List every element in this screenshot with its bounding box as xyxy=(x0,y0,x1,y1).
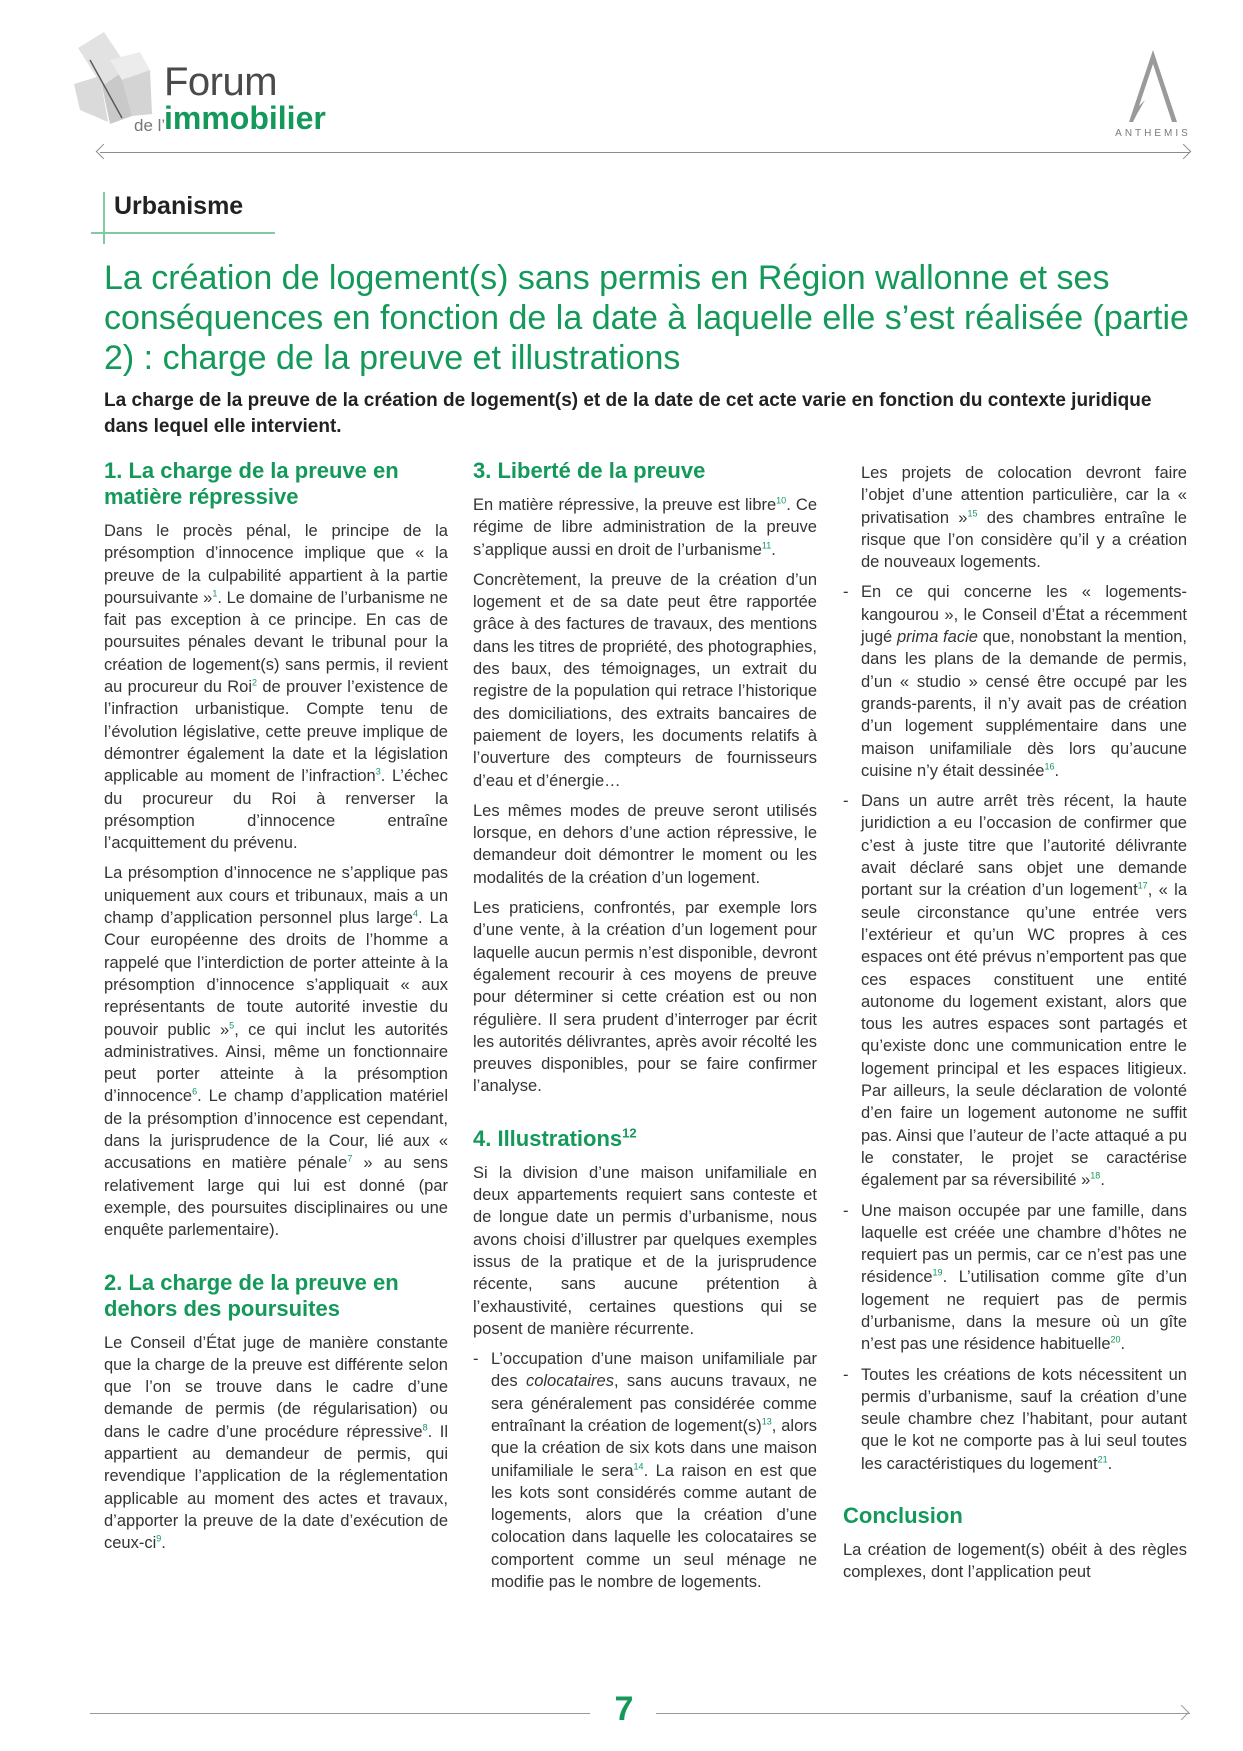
dash-bullet: - xyxy=(843,1365,849,1384)
section-tag-underline xyxy=(91,232,275,234)
dash-bullet: - xyxy=(473,1350,479,1369)
anthemis-a-icon xyxy=(1125,48,1181,124)
section-2-heading: 2. La charge de la preuve en dehors des poursuites xyxy=(104,1269,399,1321)
paragraph: La présomption d’innocence ne s’applique pas uniquement aux cours et tribunaux, mais a un champ d’application personnel plus large$^4$. La Cour européenne des droits de l’homme a rappelé que l’interdiction de porter atteinte à la présomption d’innocence s’appliquait « aux représentants de toute autorité investie du pouvoir public »$^5$, ce qui inclut les autorités administratives. Ainsi, même un fonctionnaire peut porter atteinte à la présomption d’innocence$^6$. Le champ d’application matériel de la présomption d’innocence est cependant, dans la jurisprudence de la Cour, lié aux « accusations en matière pénale$^7$ » au sens relativement large qui lui est donné (par exemple, des poursuites disciplinaires ou une enquête parlementaire). xyxy=(104,864,448,1240)
column-2 xyxy=(473,458,817,1601)
footnote-ref[interactable]: 11 xyxy=(761,540,772,551)
dash-bullet: - xyxy=(843,792,849,811)
footnote-ref[interactable]: 21 xyxy=(1097,1454,1108,1465)
paragraph: Les mêmes modes de preuve seront utilisés lorsque, en dehors d’une action répressive, le demandeur doit démontrer le moment ou les modalités de la création d’un logement. xyxy=(473,801,817,887)
footnote-ref[interactable]: 3 xyxy=(375,766,381,777)
publisher-logo xyxy=(1110,48,1196,148)
forum-immobilier-logo xyxy=(60,24,360,144)
footnote-ref[interactable]: 15 xyxy=(967,508,978,519)
dash-bullet: - xyxy=(843,583,849,602)
section-tag-mark xyxy=(103,192,105,244)
footnote-ref[interactable]: 14 xyxy=(633,1461,644,1472)
conclusion-heading: Conclusion xyxy=(843,1503,963,1529)
footnote-ref[interactable]: 4 xyxy=(412,908,418,919)
paragraph: Dans le procès pénal, le principe de la présomption d’innocence implique que « la preuve de la culpabilité appartient à la partie poursuivante »$^1$. Le domaine de l’urbanisme ne fait pas exception à ce principe. En cas de poursuites pénales devant le tribunal pour la création de logement(s) sans permis, il revient au procureur du Roi$^2$ de prouver l’existence de l’infraction urbanistique. Compte tenu de l’évolution législative, cette preuve implique de démontrer également la date et la législation applicable au moment de l’infraction$^3$. L’échec du procureur du Roi à renverser la présomption d’innocence entraîne l’acquittement du prévenu. xyxy=(104,522,448,853)
list-item-continuation: Les projets de colocation devront faire l’objet d’une attention particulière, car la « privatisation »$^{15}$ des chambres entraîne le risque que l’on considère qu’il y a création de nouveaux logements. xyxy=(861,464,1187,572)
section-4-heading: 4. Illustrations$^{12}$ xyxy=(473,1125,637,1151)
illustrations-list-continued xyxy=(843,581,1187,1475)
logo-word-immobilier: immobilier xyxy=(164,100,326,136)
footnote-ref[interactable]: 16 xyxy=(1044,761,1055,772)
footer-divider-left xyxy=(90,1713,590,1714)
list-item: - Toutes les créations de kots nécessitent un permis d’urbanisme, sauf la création d’une seule chambre chez l’habitant, pour autant que le kot ne comporte pas à lui seul toutes les caractéristiques du logement$^{21}$. xyxy=(843,1365,1187,1473)
paragraph: La création de logement(s) obéit à des règles complexes, dont l’application peut xyxy=(843,1541,1187,1582)
dash-bullet: - xyxy=(843,1201,849,1220)
logo-word-forum: Forum xyxy=(164,60,278,104)
arrow-left-icon xyxy=(96,144,112,160)
list-item: - En ce qui concerne les « logements-kangourou », le Conseil d’État a récemment jugé prima facie que, nonobstant la mention, dans les plans de la demande de permis, d’un « studio » censé être occupé par les grands-parents, il n’y avait pas de création d’un logement supplémentaire dans une maison unifamiliale dès lors qu’aucune cuisine n’y était dessinée$^{16}$. xyxy=(843,583,1188,780)
section-tag: Urbanisme xyxy=(114,192,244,220)
column-1 xyxy=(104,458,448,1562)
paragraph: Le Conseil d’État juge de manière constante que la charge de la preuve est différente selon que l’on se trouve dans le cadre d’une demande de permis (de régularisation) ou dans le cadre d’une procédure répressive$^8$. Il appartient au demandeur de permis, qui revendique l’application de la réglementation applicable au moment des actes et travaux, d’apporter la preuve de la date d’exécution de ceux-$ci^9$. xyxy=(104,1333,448,1553)
illustrations-list xyxy=(473,1348,817,1593)
logo-prefix: de l’ xyxy=(134,116,166,135)
article-lead: La charge de la preuve de la création de logement(s) et de la date de cet acte varie en fonction du contexte juridique dans lequel elle intervient. xyxy=(104,390,1152,437)
section-3-heading: 3. Liberté de la preuve xyxy=(473,458,706,483)
footnote-ref[interactable]: 10 xyxy=(776,495,787,506)
header-divider xyxy=(100,152,1190,153)
publisher-name: ANTHEMIS xyxy=(1115,128,1191,139)
paragraph: Concrètement, la preuve de la création d’un logement et de sa date peut être rapportée grâce à des factures de travaux, des mentions dans les titres de propriété, des photographies, des baux, des témoignages, un extrait du registre de la population qui retrace l’historique des domiciliations, des extraits bancaires de paiement de loyers, les documents relatifs à l’ouverture des compteurs de fournisseurs d’eau et d’énergie… xyxy=(473,570,817,790)
footnote-ref[interactable]: 1 xyxy=(212,588,218,599)
paragraph: Si la division d’une maison unifamiliale en deux appartements requiert sans conteste et de longue date un permis d’urbanisme, nous avons choisi d’illustrer par quelques exemples issus de la pratique et de la jurisprudence récente, sans aucune prétention à l’exhaustivité, certaines questions qui se posent de manière récurrente. xyxy=(473,1163,817,1338)
next-page-arrow-icon[interactable] xyxy=(1174,1705,1190,1721)
footnote-ref[interactable]: 7 xyxy=(347,1153,353,1164)
footnote-ref[interactable]: 6 xyxy=(192,1086,198,1097)
article-title: La création de logement(s) sans permis en Région wallonne et ses conséquences en fonction de la date à laquelle elle s’est réalisée (partie 2) : charge de la preuve et illustrations xyxy=(104,259,1189,377)
footnote-ref[interactable]: 5 xyxy=(229,1020,235,1031)
column-3 xyxy=(843,462,1187,1592)
footnote-ref[interactable]: 12 xyxy=(622,1125,637,1141)
footnote-ref[interactable]: 9 xyxy=(156,1533,162,1544)
footnote-ref[interactable]: 17 xyxy=(1137,880,1148,891)
paragraph: Les praticiens, confrontés, par exemple lors d’une vente, à la création d’un logement pour laquelle aucun permis n’est disponible, devront également recourir à ces moyens de preuve pour déterminer si cette création est ou non régulière. Il sera prudent d’interroger par écrit les autorités délivrantes, après avoir récolté les preuves disponibles, pour se faire confirmer l’analyse. xyxy=(473,899,817,1096)
list-item: - L’occupation d’une maison unifamiliale par des colocataires, sans aucuns travaux, ne sera généralement pas considérée comme entraînant la création de $logement(s)^{13}$, alors que la création de six kots dans une maison unifamiliale le sera$^{14}$. La raison en est que les kots sont considérés comme autant de logements, alors que la création d’une colocation dans laquelle les colocataires se comportent comme un seul ménage ne modifie pas le nombre de logements. xyxy=(473,1350,818,1592)
footnote-ref[interactable]: 8 xyxy=(422,1422,428,1433)
section-1-heading: 1. La charge de la preuve en matière répressive xyxy=(104,458,399,509)
building-blocks-icon xyxy=(70,30,166,126)
footnote-ref[interactable]: 19 xyxy=(932,1267,943,1278)
list-item: - Une maison occupée par une famille, dans laquelle est créée une chambre d’hôtes ne requiert pas un permis, car ce n’est pas une résidence$^{19}$. L’utilisation comme gîte d’un logement ne requiert pas de permis d’urbanisme, dans la mesure où un gîte n’est pas une résidence habituelle$^{20}$. xyxy=(843,1201,1187,1354)
paragraph: En matière répressive, la preuve est libre$^{10}$. Ce régime de libre administration de la preuve s’applique aussi en droit de l’urbanisme$^{11}$. xyxy=(473,495,817,559)
list-item: - Dans un autre arrêt très récent, la haute juridiction a eu l’occasion de confirmer que c’est à juste titre que l’autorité délivrante avait déclaré sans objet une demande portant sur la création d’un logement$^{17}$, « la seule circonstance qu’une entrée vers l’extérieur et qu’un WC propres à ces espaces ont été prévus n’emportent pas que ces espaces constituent une entité autonome du logement existant, alors que tous les autres espaces sont partagés et qu’existe donc une communication entre le logement principal et les espaces litigieux. Par ailleurs, la seule déclaration de volonté d’en faire un logement autonome ne suffit pas. Ainsi que l’auteur de l’acte attaqué a pu le constater, le projet se caractérise également par sa réversibilité »$^{18}$. xyxy=(843,792,1187,1190)
footnote-ref[interactable]: 20 xyxy=(1110,1334,1121,1345)
page-number: 7 xyxy=(614,1690,634,1728)
footer-divider-right xyxy=(656,1713,1190,1714)
footnote-ref[interactable]: 18 xyxy=(1090,1170,1101,1181)
footnote-ref[interactable]: 13 xyxy=(761,1416,772,1427)
footnote-ref[interactable]: 2 xyxy=(252,677,258,688)
